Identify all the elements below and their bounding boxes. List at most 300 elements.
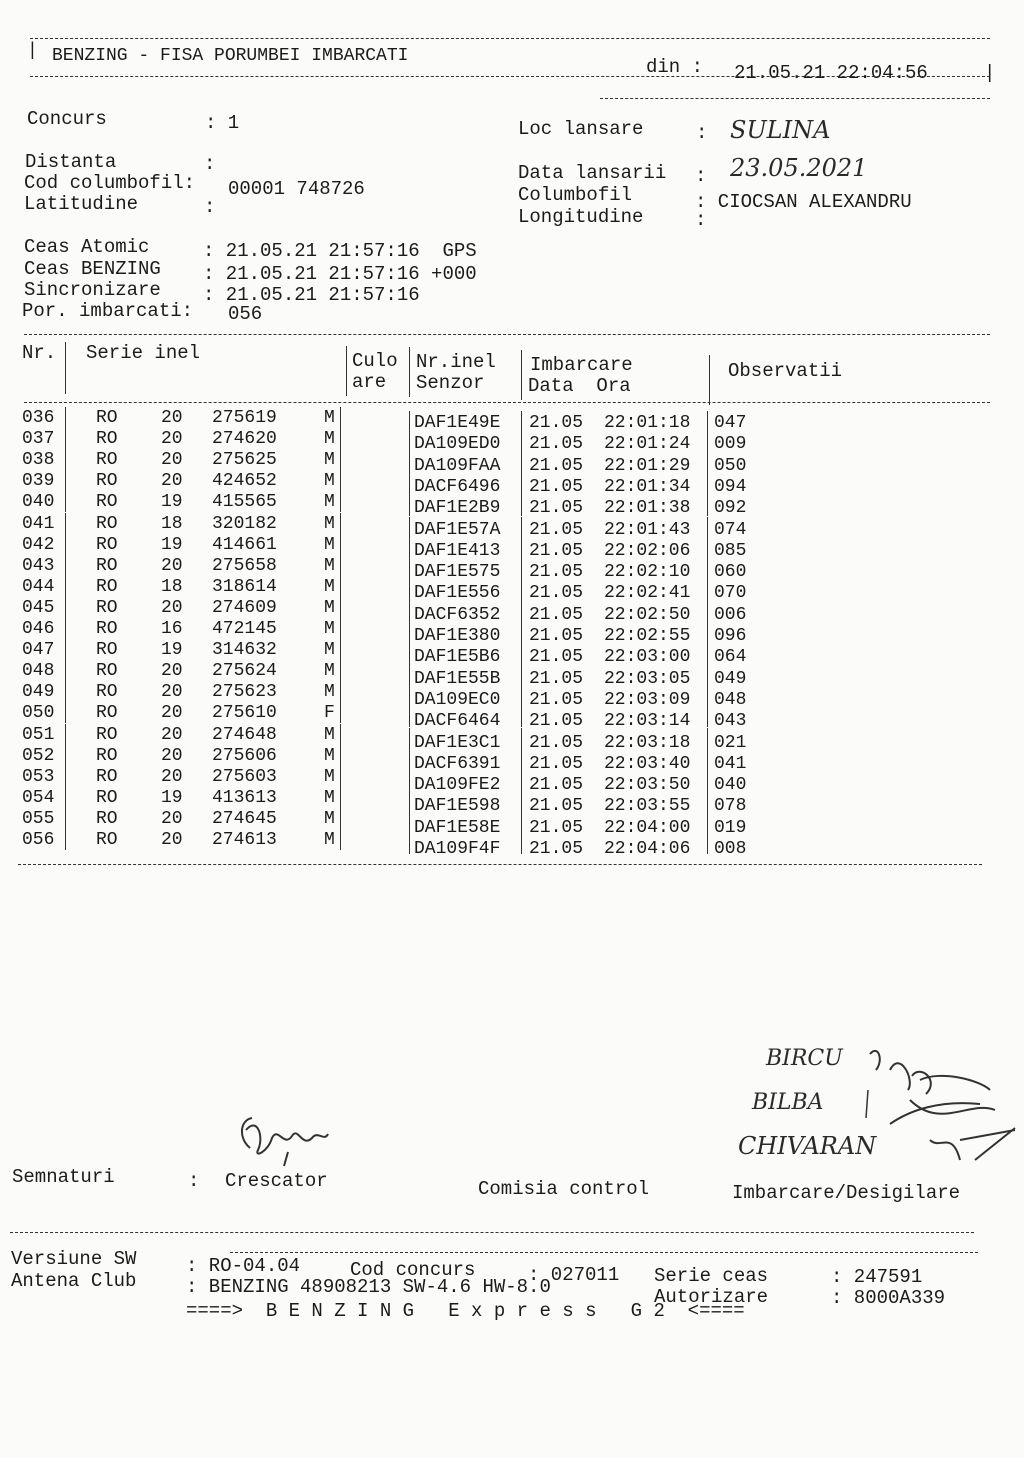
table-header-bottom-border	[24, 402, 990, 403]
data-lansarii-label: Data lansarii	[518, 162, 667, 184]
signature-name-2: BILBA	[752, 1090, 824, 1115]
latitudine-label: Latitudine	[24, 193, 139, 215]
cell-nr: 041	[22, 513, 55, 534]
cell-ring: 413613	[212, 787, 277, 808]
cell-time: 22:04:06	[604, 839, 691, 859]
cell-country: RO	[96, 619, 118, 639]
cell-date: 21.05	[529, 498, 584, 519]
semnaturi-label: Semnaturi	[12, 1166, 115, 1188]
row-separator	[340, 639, 341, 660]
table-row	[0, 407, 1024, 433]
cell-obs: 050	[714, 455, 747, 476]
cod-columbofil-label: Cod columbofil:	[24, 172, 196, 194]
cell-year: 20	[161, 808, 183, 829]
cell-year: 18	[161, 513, 183, 534]
row-separator	[65, 639, 66, 660]
sincronizare-value: : 21.05.21 21:57:16	[203, 284, 420, 306]
cell-obs: 021	[714, 732, 747, 753]
cell-sensor: DAF1E5B6	[414, 647, 501, 668]
cell-year: 20	[161, 555, 183, 576]
cell-obs: 041	[714, 753, 747, 774]
longitudine-colon: :	[695, 209, 707, 231]
cell-year: 20	[161, 597, 183, 618]
cell-sex: M	[324, 640, 335, 661]
cell-ring: 275625	[212, 450, 277, 471]
cell-ring: 274613	[212, 830, 277, 850]
cell-obs: 085	[714, 540, 747, 561]
cell-time: 22:03:05	[604, 668, 691, 689]
cell-ring: 275606	[212, 745, 277, 766]
row-separator	[340, 555, 341, 576]
concurs-label: Concurs	[27, 108, 107, 130]
cell-time: 22:01:43	[604, 519, 691, 540]
table-row	[0, 576, 1024, 604]
header-sep-4	[521, 350, 522, 400]
autorizare-value: : 8000A339	[831, 1287, 946, 1309]
cell-obs: 074	[714, 519, 747, 540]
cell-country: RO	[96, 703, 118, 724]
cell-sensor: DA109FAA	[414, 455, 501, 476]
cell-obs: 008	[714, 839, 747, 859]
row-separator	[65, 428, 66, 449]
ceas-benzing-value: : 21.05.21 21:57:16 +000	[203, 263, 477, 285]
cell-obs: 048	[714, 689, 747, 710]
table-row	[0, 787, 1024, 817]
row-separator	[65, 766, 66, 787]
cell-sex: M	[324, 492, 335, 513]
cell-sensor: DAF1E58E	[414, 817, 501, 838]
cell-year: 20	[161, 429, 183, 450]
table-row	[0, 449, 1024, 476]
cell-sex: M	[324, 724, 335, 745]
header-sep-2	[346, 346, 347, 396]
cell-nr: 042	[22, 534, 55, 555]
cell-obs: 040	[714, 775, 747, 796]
cell-sex: M	[324, 576, 335, 597]
data-lansarii-value: 23.05.2021	[730, 154, 868, 182]
cell-sex: M	[324, 597, 335, 618]
cell-time: 22:02:06	[604, 540, 691, 561]
cell-obs: 049	[714, 668, 747, 689]
cell-time: 22:01:38	[604, 498, 691, 519]
row-separator	[65, 555, 66, 576]
concurs-value: : 1	[205, 112, 240, 134]
row-separator	[340, 597, 341, 618]
cod-concurs-label: Cod concurs	[350, 1259, 476, 1281]
cell-obs: 096	[714, 626, 747, 646]
crescator-signature	[228, 1108, 338, 1168]
cell-sex: M	[324, 830, 335, 850]
cell-time: 22:02:41	[604, 583, 691, 604]
cell-date: 21.05	[529, 540, 584, 561]
cell-sex: M	[324, 471, 335, 492]
serie-ceas-value: : 247591	[831, 1266, 923, 1288]
cell-sex: M	[324, 661, 335, 682]
cell-nr: 051	[22, 724, 55, 745]
cell-date: 21.05	[529, 583, 584, 604]
cell-country: RO	[96, 429, 118, 450]
din-label: din :	[646, 56, 704, 78]
cell-sensor: DAF1E575	[414, 562, 501, 583]
cell-sensor: DA109EC0	[414, 689, 501, 710]
col-header-nr: Nr.	[22, 342, 57, 364]
loc-lansare-colon: :	[696, 122, 708, 144]
table-row	[0, 766, 1024, 796]
cell-ring: 274609	[212, 597, 277, 618]
row-separator	[340, 724, 341, 745]
cell-ring: 275610	[212, 703, 277, 724]
cell-obs: 092	[714, 498, 747, 519]
cell-country: RO	[96, 534, 118, 555]
row-separator	[340, 702, 341, 723]
cell-time: 22:03:00	[604, 647, 691, 668]
table-row	[0, 702, 1024, 732]
cell-ring: 318614	[212, 576, 277, 597]
cell-country: RO	[96, 724, 118, 745]
row-separator	[340, 513, 341, 534]
cell-time: 22:03:18	[604, 732, 691, 753]
cell-sex: M	[324, 450, 335, 471]
cell-ring: 274645	[212, 808, 277, 829]
versiune-label: Versiune SW	[11, 1248, 137, 1270]
cell-nr: 039	[22, 471, 55, 492]
cell-sex: M	[324, 766, 335, 787]
cell-nr: 040	[22, 492, 55, 513]
header-sep-1	[65, 342, 66, 394]
row-separator	[340, 787, 341, 808]
cell-sex: F	[324, 703, 335, 724]
cell-nr: 043	[22, 555, 55, 576]
row-separator	[65, 513, 66, 534]
cell-sensor: DA109FE2	[414, 775, 501, 796]
sincronizare-label: Sincronizare	[24, 279, 161, 301]
cell-sensor: DA109F4F	[414, 839, 501, 859]
row-separator	[340, 449, 341, 470]
cell-sex: M	[324, 534, 335, 555]
por-imbarcati-label: Por. imbarcati:	[22, 300, 194, 322]
cell-date: 21.05	[529, 689, 584, 710]
table-row	[0, 681, 1024, 710]
cell-country: RO	[96, 450, 118, 471]
cell-date: 21.05	[529, 626, 584, 646]
row-separator	[65, 407, 66, 428]
col-header-culo: Culo	[352, 350, 398, 372]
cell-sex: M	[324, 408, 335, 428]
cell-obs: 060	[714, 562, 747, 583]
cell-sensor: DAF1E3C1	[414, 732, 501, 753]
cell-year: 16	[161, 619, 183, 639]
cell-time: 22:03:14	[604, 711, 691, 732]
ceas-benzing-label: Ceas BENZING	[24, 258, 161, 280]
cell-year: 19	[161, 787, 183, 808]
page-title: BENZING - FISA PORUMBEI IMBARCATI	[52, 46, 409, 66]
row-separator	[340, 829, 341, 850]
cell-date: 21.05	[529, 732, 584, 753]
row-separator	[521, 833, 522, 854]
cell-nr: 044	[22, 576, 55, 597]
row-separator	[65, 576, 66, 597]
cell-obs: 078	[714, 796, 747, 817]
cell-year: 20	[161, 745, 183, 766]
table-row	[0, 513, 1024, 540]
row-separator	[340, 576, 341, 597]
cell-nr: 048	[22, 661, 55, 682]
versiune-value: : RO-04.04	[186, 1255, 301, 1277]
row-separator	[65, 702, 66, 723]
col-header-nrinel: Nr.inel	[416, 351, 496, 373]
cell-year: 20	[161, 703, 183, 724]
cell-sensor: DAF1E413	[414, 540, 501, 561]
cell-year: 20	[161, 766, 183, 787]
cell-nr: 047	[22, 640, 55, 661]
row-separator	[65, 597, 66, 618]
cell-time: 22:03:50	[604, 775, 691, 796]
cell-time: 22:01:34	[604, 476, 691, 497]
cell-country: RO	[96, 787, 118, 808]
cell-time: 22:03:40	[604, 753, 691, 774]
cell-ring: 275603	[212, 766, 277, 787]
header-bottom-border	[600, 98, 990, 99]
cell-year: 19	[161, 534, 183, 555]
loc-lansare-label: Loc lansare	[518, 118, 644, 140]
cell-ring: 275619	[212, 408, 277, 428]
table-row	[0, 808, 1024, 838]
cell-country: RO	[96, 408, 118, 428]
header-left-corner: |	[27, 41, 38, 61]
cell-country: RO	[96, 471, 118, 492]
cell-year: 20	[161, 724, 183, 745]
autorizare-label: Autorizare	[654, 1286, 769, 1308]
table-row	[0, 470, 1024, 497]
row-separator	[65, 745, 66, 766]
cell-time: 22:03:09	[604, 689, 691, 710]
footer-top-border	[10, 1232, 974, 1233]
cell-country: RO	[96, 640, 118, 661]
header-mid-border	[30, 76, 990, 77]
cell-nr: 038	[22, 450, 55, 471]
cell-nr: 050	[22, 703, 55, 724]
header-sep-3	[409, 347, 410, 397]
table-row	[0, 724, 1024, 753]
cell-date: 21.05	[529, 711, 584, 732]
row-separator	[65, 449, 66, 470]
header-right-corner: |	[984, 62, 996, 84]
ceas-atomic-label: Ceas Atomic	[24, 236, 150, 258]
distanta-colon: :	[204, 153, 216, 175]
table-top-border	[24, 334, 990, 335]
cell-year: 18	[161, 576, 183, 597]
cell-nr: 053	[22, 766, 55, 787]
table-row	[0, 618, 1024, 646]
cell-country: RO	[96, 661, 118, 682]
cell-date: 21.05	[529, 434, 584, 455]
cell-sex: M	[324, 619, 335, 639]
imbarcare-label: Imbarcare/Desigilare	[732, 1182, 961, 1204]
cell-year: 20	[161, 450, 183, 471]
din-value: 21.05.21 22:04:56	[734, 62, 928, 84]
col-header-serie: Serie inel	[86, 342, 201, 364]
cell-ring: 320182	[212, 513, 277, 534]
cell-time: 22:02:10	[604, 562, 691, 583]
cod-columbofil-value: 00001 748726	[228, 178, 365, 200]
table-row	[0, 555, 1024, 583]
cell-sensor: DAF1E2B9	[414, 498, 501, 519]
cell-sensor: DAF1E55B	[414, 668, 501, 689]
cell-country: RO	[96, 766, 118, 787]
row-separator	[340, 681, 341, 702]
cell-sex: M	[324, 429, 335, 450]
cell-year: 20	[161, 830, 183, 850]
cell-obs: 070	[714, 583, 747, 604]
cell-country: RO	[96, 808, 118, 829]
benzing-banner: ====> B E N Z I N G E x p r e s s G 2 <====	[186, 1300, 745, 1322]
cell-date: 21.05	[529, 455, 584, 476]
cell-obs: 019	[714, 817, 747, 838]
cell-date: 21.05	[529, 839, 584, 859]
cell-year: 20	[161, 661, 183, 682]
row-separator	[65, 808, 66, 829]
col-header-are: are	[352, 371, 387, 393]
table-bottom-border	[18, 864, 982, 865]
row-separator	[65, 534, 66, 555]
cell-year: 20	[161, 471, 183, 492]
table-row	[0, 428, 1024, 455]
cell-sensor: DAF1E556	[414, 583, 501, 604]
cell-nr: 045	[22, 597, 55, 618]
table-row	[0, 829, 1024, 859]
cell-ring: 314632	[212, 640, 277, 661]
cell-nr: 037	[22, 429, 55, 450]
cell-obs: 094	[714, 476, 747, 497]
cell-country: RO	[96, 682, 118, 703]
cell-date: 21.05	[529, 413, 584, 433]
cell-time: 22:03:55	[604, 796, 691, 817]
cell-time: 22:04:00	[604, 817, 691, 838]
cell-date: 21.05	[529, 668, 584, 689]
col-header-data-ora: Data Ora	[528, 375, 631, 397]
cell-ring: 414661	[212, 534, 277, 555]
col-header-observatii: Observatii	[728, 360, 843, 382]
cell-time: 22:02:55	[604, 626, 691, 646]
cell-obs: 064	[714, 647, 747, 668]
cell-ring: 275624	[212, 661, 277, 682]
cell-ring: 274620	[212, 429, 277, 450]
cell-obs: 047	[714, 413, 747, 433]
cell-obs: 009	[714, 434, 747, 455]
cell-time: 22:01:24	[604, 434, 691, 455]
columbofil-label: Columbofil	[518, 184, 633, 206]
cell-ring: 415565	[212, 492, 277, 513]
cell-date: 21.05	[529, 753, 584, 774]
cell-sex: M	[324, 513, 335, 534]
row-separator	[707, 833, 708, 854]
cell-sensor: DACF6352	[414, 604, 501, 625]
por-imbarcati-value: 056	[228, 303, 263, 325]
row-separator	[340, 428, 341, 449]
row-separator	[409, 833, 410, 854]
cell-ring: 472145	[212, 619, 277, 639]
row-separator	[65, 470, 66, 491]
cell-sensor: DAF1E57A	[414, 519, 501, 540]
cell-date: 21.05	[529, 519, 584, 540]
cell-nr: 049	[22, 682, 55, 703]
cell-year: 19	[161, 492, 183, 513]
row-separator	[65, 660, 66, 681]
serie-ceas-label: Serie ceas	[654, 1265, 769, 1287]
cell-time: 22:01:29	[604, 455, 691, 476]
row-separator	[340, 766, 341, 787]
cell-nr: 052	[22, 745, 55, 766]
table-row	[0, 597, 1024, 625]
cell-country: RO	[96, 745, 118, 766]
row-separator	[65, 829, 66, 850]
cell-year: 20	[161, 682, 183, 703]
row-separator	[340, 491, 341, 512]
row-separator	[65, 724, 66, 745]
cell-country: RO	[96, 555, 118, 576]
table-row	[0, 639, 1024, 668]
loc-lansare-value: SULINA	[730, 116, 831, 144]
table-row	[0, 534, 1024, 561]
cell-sensor: DACF6464	[414, 711, 501, 732]
table-row	[0, 745, 1024, 774]
columbofil-value: : CIOCSAN ALEXANDRU	[695, 191, 912, 213]
cell-country: RO	[96, 513, 118, 534]
row-separator	[340, 660, 341, 681]
col-header-senzor: Senzor	[416, 372, 485, 394]
signature-name-1: BIRCU	[766, 1046, 843, 1071]
cell-date: 21.05	[529, 796, 584, 817]
row-separator	[340, 407, 341, 428]
cell-sensor: DAF1E380	[414, 626, 501, 646]
antena-value: : BENZING 48908213 SW-4.6 HW-8.0	[186, 1276, 551, 1298]
cell-sensor: DACF6391	[414, 753, 501, 774]
cell-ring: 275658	[212, 555, 277, 576]
cell-nr: 036	[22, 408, 55, 428]
cell-nr: 046	[22, 619, 55, 639]
cell-date: 21.05	[529, 817, 584, 838]
cell-sex: M	[324, 808, 335, 829]
row-separator	[340, 808, 341, 829]
cell-sex: M	[324, 682, 335, 703]
crescator-label: Crescator	[225, 1170, 328, 1192]
row-separator	[65, 681, 66, 702]
cell-obs: 043	[714, 711, 747, 732]
row-separator	[340, 618, 341, 639]
cell-sensor: DAF1E49E	[414, 413, 501, 433]
cell-obs: 006	[714, 604, 747, 625]
cell-country: RO	[96, 830, 118, 850]
cell-time: 22:01:18	[604, 413, 691, 433]
row-separator	[65, 618, 66, 639]
cell-year: 20	[161, 408, 183, 428]
distanta-label: Distanta	[25, 151, 117, 173]
col-header-imbarcare: Imbarcare	[530, 354, 633, 376]
cell-ring: 274648	[212, 724, 277, 745]
cell-date: 21.05	[529, 647, 584, 668]
cell-date: 21.05	[529, 775, 584, 796]
antena-label: Antena Club	[11, 1270, 137, 1292]
header-top-border	[30, 38, 990, 39]
cell-nr: 056	[22, 830, 55, 850]
semnaturi-colon: :	[188, 1170, 200, 1192]
cell-sensor: DA109ED0	[414, 434, 501, 455]
longitudine-label: Longitudine	[518, 206, 644, 228]
data-lansarii-colon: :	[695, 165, 707, 187]
cod-concurs-value: : 027011	[528, 1264, 620, 1286]
cell-sensor: DAF1E598	[414, 796, 501, 817]
row-separator	[65, 491, 66, 512]
